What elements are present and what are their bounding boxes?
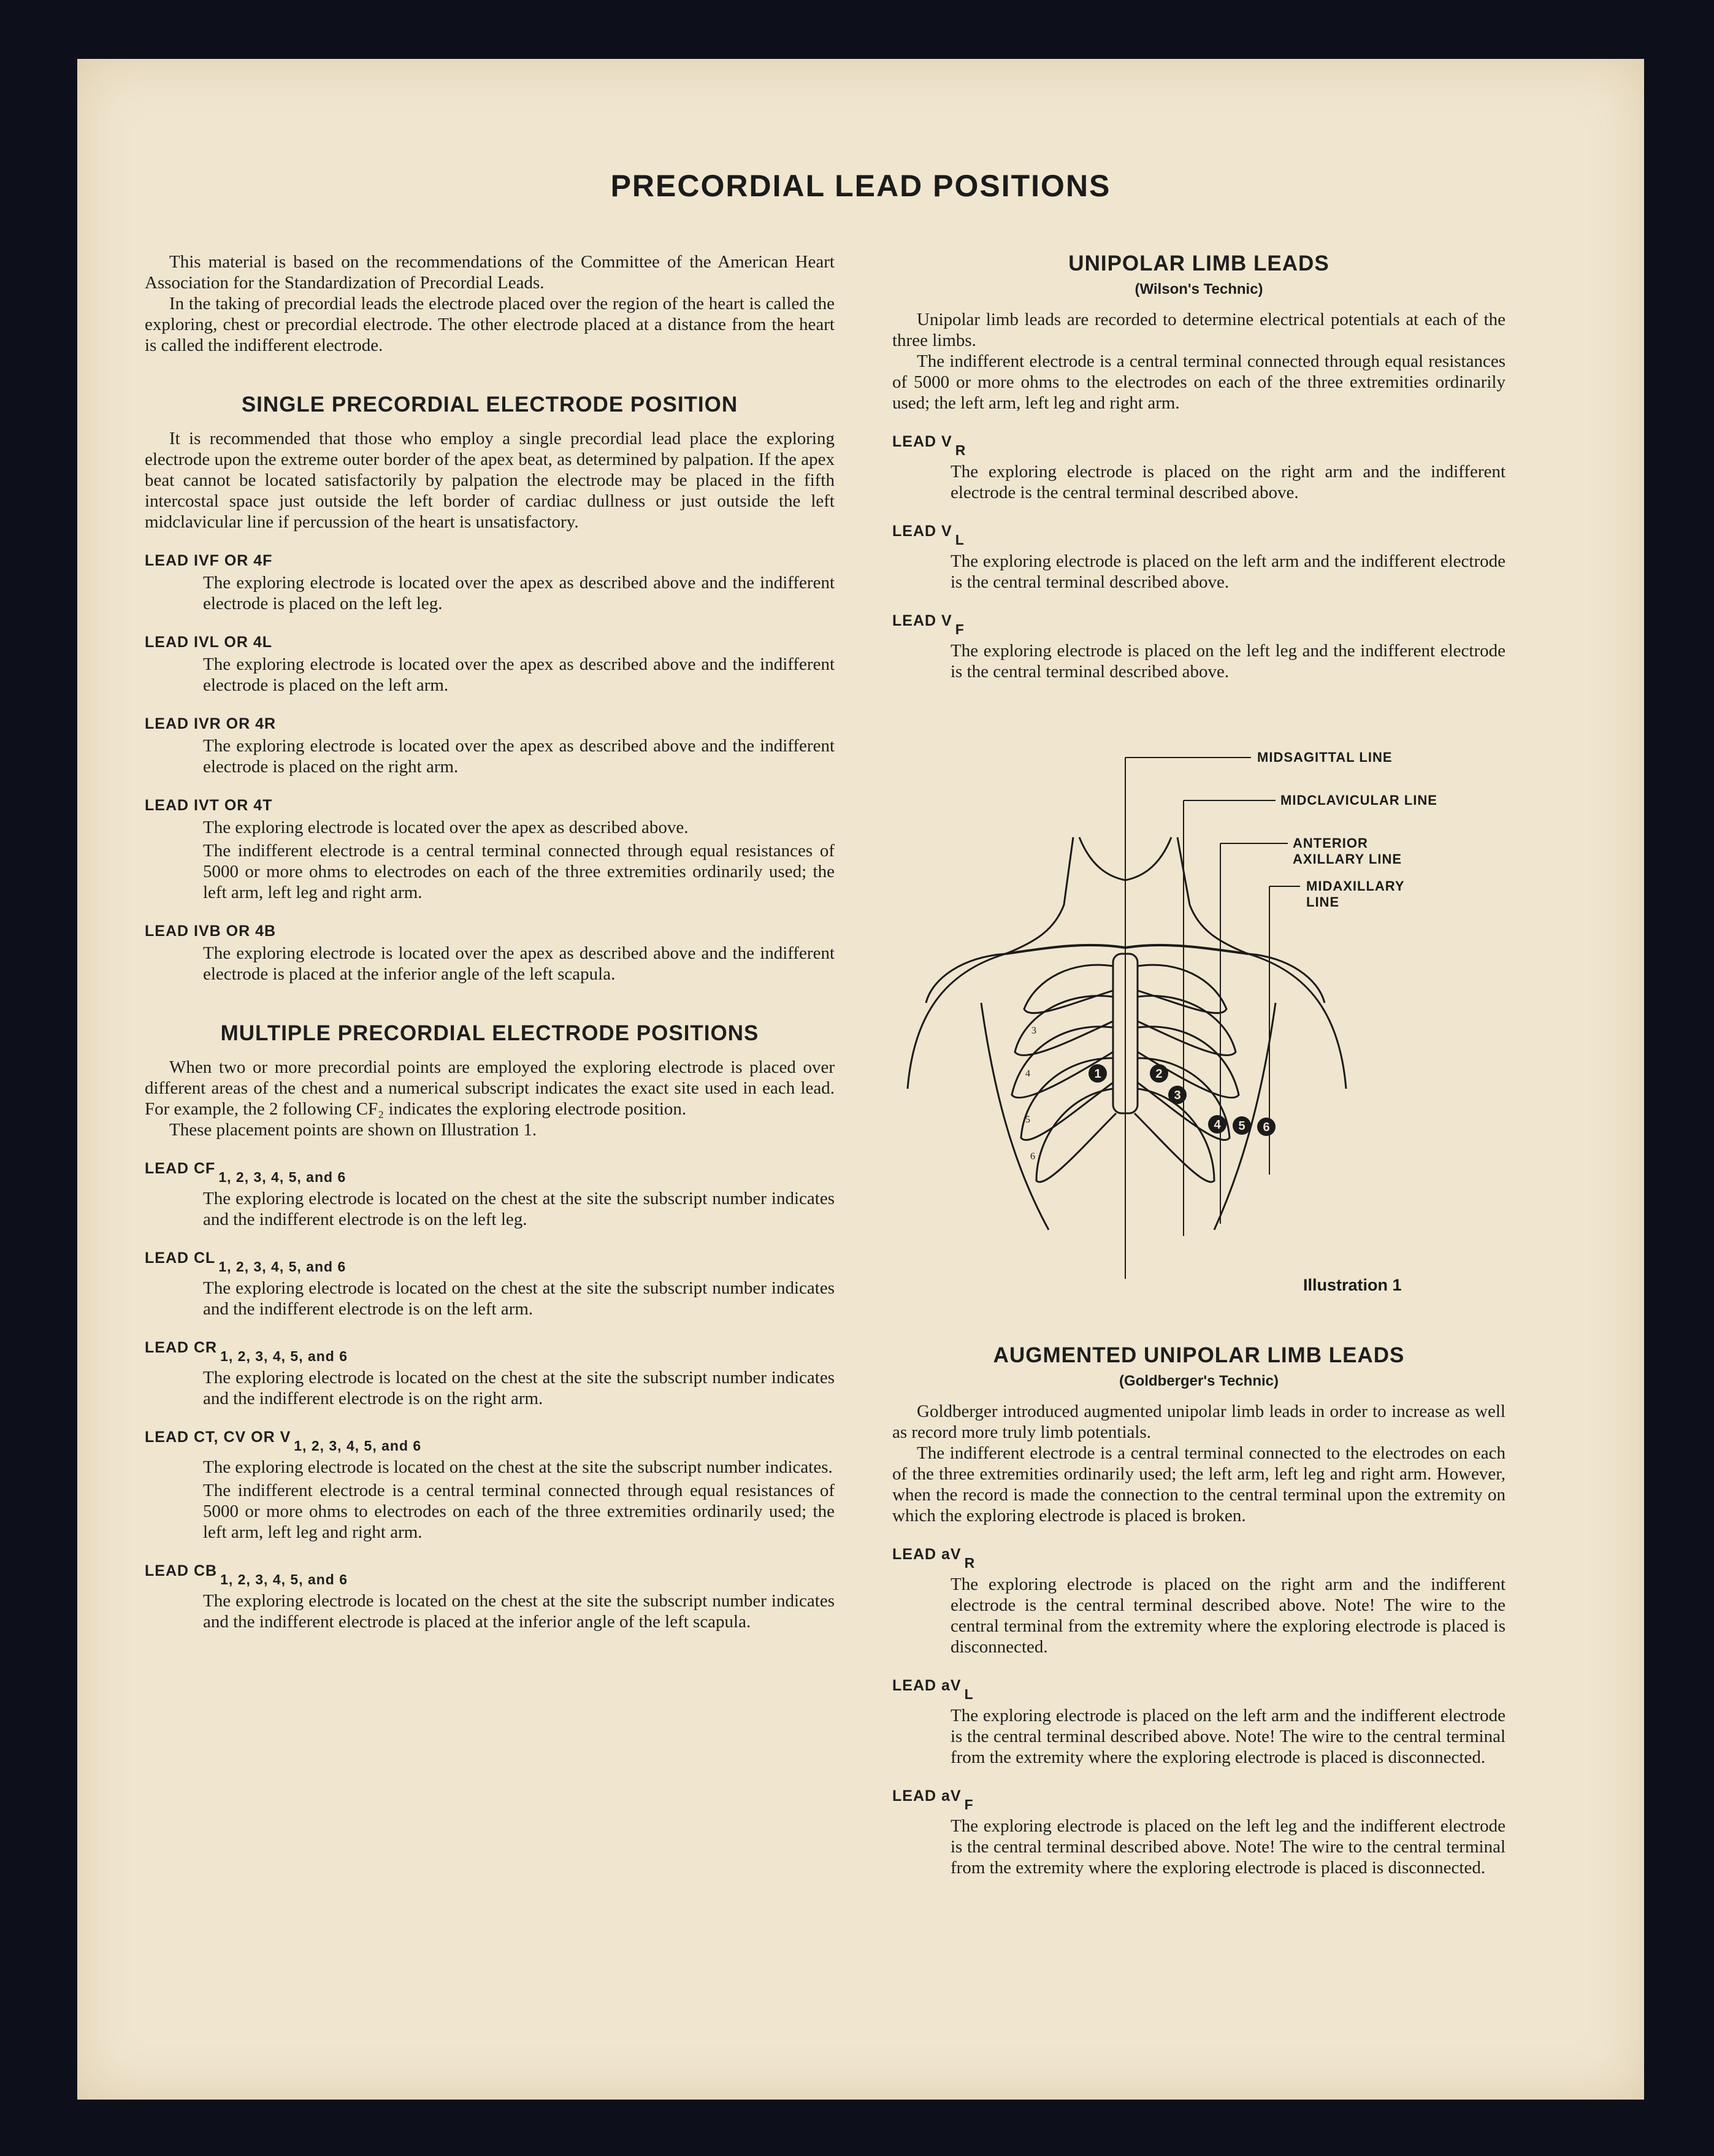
lead-description: The exploring electrode is located over the apex as described above and the indifferent electrode is placed at the inferior angle of the left scapula. xyxy=(203,943,835,984)
unipolar-body-2: The indifferent electrode is a central terminal connected through equal resistances of 5000 or more ohms to the electrodes on each of the three extremities ordinarily used; the left arm, left leg and right arm. xyxy=(892,351,1505,413)
lead-label: LEAD aV xyxy=(892,1546,962,1563)
lead-label: LEAD V xyxy=(892,612,952,629)
lead-label: LEAD CT, CV OR V xyxy=(145,1429,291,1446)
intro-paragraph-2: In the taking of precordial leads the electrode placed over the region of the heart is called the exploring, chest or precordial electrode. The other electrode placed at a distance from the heart is called the indifferent electrode. xyxy=(145,294,835,355)
lead-description: The exploring electrode is located on the chest at the site the subscript number indicates and the indifferent electrode is on the right arm. xyxy=(203,1368,835,1408)
electrode-point-label: 1 xyxy=(1094,1067,1101,1081)
lead-description: The exploring electrode is located over the apex as described above and the indifferent electrode is placed on the right arm. xyxy=(203,736,835,777)
lead-description: The exploring electrode is located over the apex as described above. xyxy=(203,818,689,837)
lead-label: LEAD aV xyxy=(892,1787,962,1805)
lead-subscript: F xyxy=(955,621,965,637)
lead-description: The exploring electrode is located on the chest at the site the subscript number indicates and the indifferent electrode is placed at the inferior angle of the left scapula. xyxy=(203,1591,835,1632)
lead-subscript: L xyxy=(955,532,965,548)
intro-paragraph-1: This material is based on the recommendations of the Committee of the American Heart Association for the Standardization of Precordial Leads. xyxy=(145,252,835,293)
lead-subscript: 1, 2, 3, 4, 5, and 6 xyxy=(218,1259,346,1275)
lead-description: The exploring electrode is placed on the left leg and the indifferent electrode is the central terminal described above. xyxy=(951,641,1505,681)
electrode-point-label: 4 xyxy=(1214,1118,1221,1132)
unipolar-heading: UNIPOLAR LIMB LEADS xyxy=(1068,251,1329,275)
midaxillary-line-label: MIDAXILLARY LINE xyxy=(1306,878,1405,910)
lead-description: The exploring electrode is located on the chest at the site the subscript number indicates and the indifferent electrode is on the left arm. xyxy=(203,1278,835,1319)
lead-description: The exploring electrode is placed on the left arm and the indifferent electrode is the central terminal described above. xyxy=(951,551,1505,592)
unipolar-subheading: (Wilson's Technic) xyxy=(1134,281,1263,297)
lead-description: The exploring electrode is located over the apex as described above and the indifferent electrode is placed on the left arm. xyxy=(203,654,835,695)
lead-description: The exploring electrode is placed on the right arm and the indifferent electrode is the central terminal described above. Note! The wire to the central terminal from the extremity where the exploring electrode is placed is disconnected. xyxy=(951,1575,1505,1657)
lead-label: LEAD IVR OR 4R xyxy=(145,715,277,732)
page-title: PRECORDIAL LEAD POSITIONS xyxy=(610,169,1111,203)
lead-label: LEAD V xyxy=(892,433,952,450)
electrode-point-label: 6 xyxy=(1263,1121,1270,1134)
anterior-axillary-line-label: ANTERIOR AXILLARY LINE xyxy=(1293,835,1402,867)
lead-description: The exploring electrode is placed on the left leg and the indifferent electrode is the central terminal described above. Note! The wire to the central terminal from the extremity where the exploring electrode is placed is disconnected. xyxy=(951,1816,1505,1878)
lead-subscript: 1, 2, 3, 4, 5, and 6 xyxy=(218,1169,346,1185)
lead-label: LEAD aV xyxy=(892,1677,962,1694)
rib-number: 3 xyxy=(1031,1026,1036,1036)
multiple-body: When two or more precordial points are employed the exploring electrode is placed over different areas of the chest and a numerical subscript indicates the exact site used in each lead. For example, the 2 following CF₂ indicates the exploring electrode position. xyxy=(145,1057,835,1119)
rib-number: 6 xyxy=(1030,1151,1035,1162)
right-column-top xyxy=(892,251,1505,682)
single-body: It is recommended that those who employ a single precordial lead place the exploring electrode upon the extreme outer border of the apex beat, as determined by palpation. If the apex beat cannot be located satisfactorily by palpation the electrode may be placed in the fifth intercostal space just outside the left border of cardiac dullness or just outside the left midclavicular line if percussion of the heart is unsatisfactory. xyxy=(145,429,835,532)
lead-label: LEAD IVB OR 4B xyxy=(145,923,277,940)
lead-subscript: R xyxy=(964,1555,976,1571)
lead-description: The exploring electrode is located over the apex as described above and the indifferent electrode is placed on the left leg. xyxy=(203,573,835,613)
lead-subscript: 1, 2, 3, 4, 5, and 6 xyxy=(220,1571,348,1587)
multiple-heading: MULTIPLE PRECORDIAL ELECTRODE POSITIONS xyxy=(220,1021,759,1045)
lead-label: LEAD CF xyxy=(145,1160,216,1177)
chest-drawing xyxy=(889,745,1441,1310)
augmented-body: Goldberger introduced augmented unipolar limb leads in order to increase as well as record more truly limb potentials. xyxy=(892,1402,1505,1442)
lead-description: The exploring electrode is located on the chest at the site the subscript number indicates. xyxy=(203,1457,833,1477)
lead-description-2: The indifferent electrode is a central terminal connected through equal resistances of 5000 or more ohms to electrodes on each of the three extremities ordinarily used; the left arm, left leg and right arm. xyxy=(203,841,835,902)
lead-label: LEAD IVF OR 4F xyxy=(145,552,273,569)
augmented-heading: AUGMENTED UNIPOLAR LIMB LEADS xyxy=(993,1343,1405,1367)
unipolar-body: Unipolar limb leads are recorded to determine electrical potentials at each of the three limbs. xyxy=(892,310,1505,350)
lead-label: LEAD CL xyxy=(145,1249,216,1267)
electrode-point-label: 3 xyxy=(1174,1089,1181,1102)
electrode-point-label: 5 xyxy=(1238,1119,1245,1133)
chest-illustration xyxy=(889,745,1441,1310)
lead-subscript: 1, 2, 3, 4, 5, and 6 xyxy=(294,1438,422,1454)
lead-label: LEAD CB xyxy=(145,1562,218,1579)
lead-description-2: The indifferent electrode is a central terminal connected through equal resistances of 5000 or more ohms to electrodes on each of the three extremities ordinarily used; the left arm, left leg and right arm. xyxy=(203,1481,835,1542)
lead-subscript: 1, 2, 3, 4, 5, and 6 xyxy=(220,1348,348,1364)
multiple-body-2: These placement points are shown on Illustration 1. xyxy=(169,1120,537,1140)
augmented-subheading: (Goldberger's Technic) xyxy=(1119,1373,1279,1389)
lead-description: The exploring electrode is placed on the right arm and the indifferent electrode is the central terminal described above. xyxy=(951,462,1505,502)
midsagittal-line-label: MIDSAGITTAL LINE xyxy=(1257,750,1393,765)
rib-number: 5 xyxy=(1025,1114,1030,1125)
augmented-body-2: The indifferent electrode is a central terminal connected to the electrodes on each of the three extremities ordinarily used; the left arm, left leg and right arm. However, when the record is made the connection to the central terminal upon the extremity on which the exploring electrode is placed is broken. xyxy=(892,1443,1505,1525)
midclavicular-line-label: MIDCLAVICULAR LINE xyxy=(1280,792,1437,808)
lead-label: LEAD CR xyxy=(145,1339,218,1356)
single-heading: SINGLE PRECORDIAL ELECTRODE POSITION xyxy=(241,393,738,416)
left-column xyxy=(145,251,835,1632)
lead-subscript: L xyxy=(964,1686,974,1702)
lead-label: LEAD IVT OR 4T xyxy=(145,797,273,814)
electrode-point-label: 2 xyxy=(1155,1067,1163,1081)
lead-description: The exploring electrode is located on the chest at the site the subscript number indicates and the indifferent electrode is on the left leg. xyxy=(203,1189,835,1229)
right-column-bottom xyxy=(892,1343,1505,1878)
lead-subscript: F xyxy=(964,1797,974,1813)
lead-label: LEAD IVL OR 4L xyxy=(145,634,273,651)
lead-label: LEAD V xyxy=(892,523,952,540)
lead-description: The exploring electrode is placed on the left arm and the indifferent electrode is the central terminal described above. Note! The wire to the central terminal from the extremity where the exploring electrode is placed is disconnected. xyxy=(951,1706,1505,1767)
lead-subscript: R xyxy=(955,442,966,458)
illustration-caption: Illustration 1 xyxy=(1303,1276,1402,1294)
rib-number: 4 xyxy=(1025,1068,1030,1079)
